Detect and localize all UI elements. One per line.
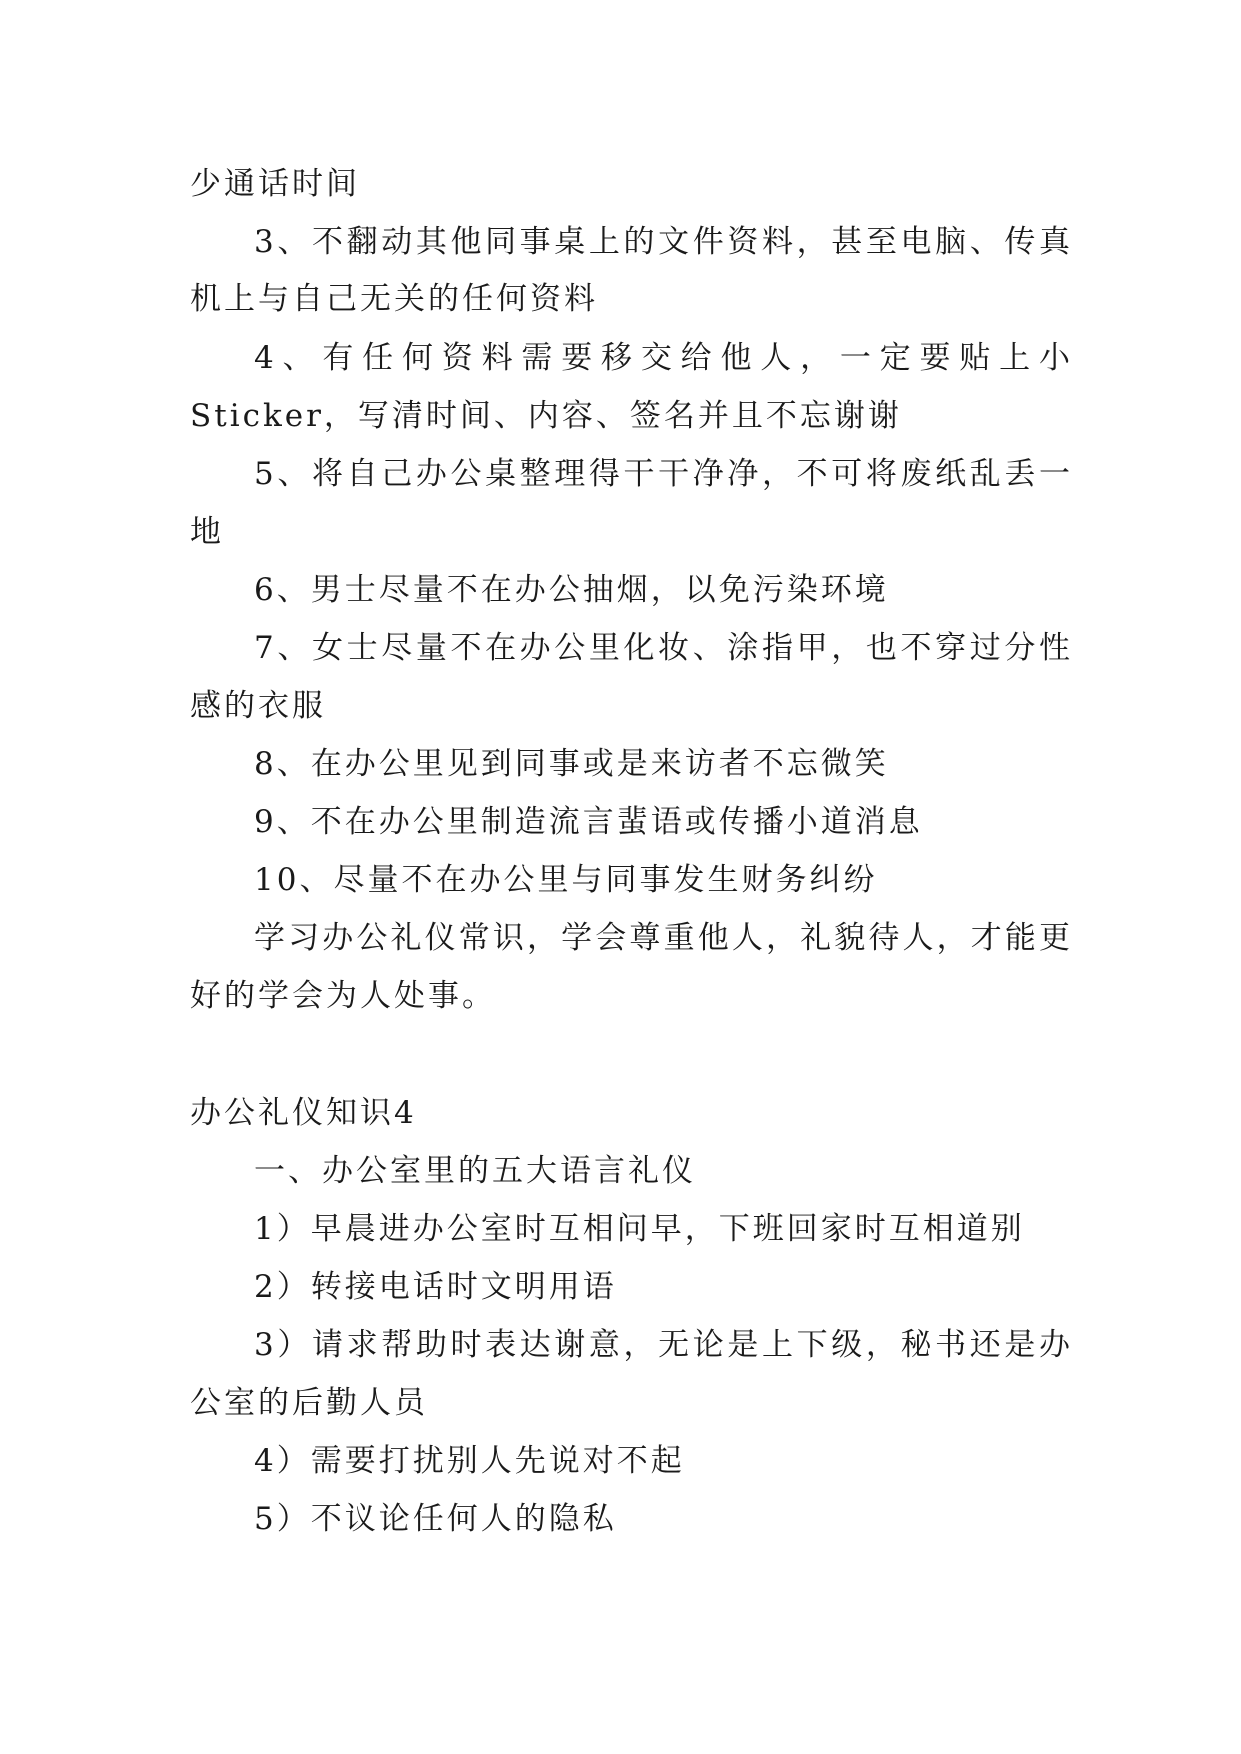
etiquette-item-3-line-1: 3）请求帮助时表达谢意，无论是上下级，秘书还是办: [254, 1327, 1070, 1363]
etiquette-item-4: 4）需要打扰别人先说对不起: [254, 1443, 685, 1479]
summary-line-1: 学习办公礼仪常识，学会尊重他人，礼貌待人，才能更: [254, 920, 1070, 956]
list-item-4-line-1: 4、有任何资料需要移交给他人，一定要贴上小: [254, 340, 1070, 376]
etiquette-item-1: 1）早晨进办公室时互相问早，下班回家时互相道别: [254, 1211, 1025, 1247]
etiquette-item-5: 5）不议论任何人的隐私: [254, 1501, 617, 1537]
list-item-7-line-1: 7、女士尽量不在办公里化妆、涂指甲，也不穿过分性: [254, 630, 1070, 666]
paragraph-line: 少通话时间: [190, 166, 360, 202]
etiquette-item-2: 2）转接电话时文明用语: [254, 1269, 617, 1305]
list-item-9: 9、不在办公里制造流言蜚语或传播小道消息: [254, 804, 923, 840]
list-item-10: 10、尽量不在办公里与同事发生财务纠纷: [254, 862, 878, 898]
list-item-3-line-1: 3、不翻动其他同事桌上的文件资料，甚至电脑、传真: [254, 224, 1070, 260]
list-item-5-line-2: 地: [190, 514, 224, 550]
list-item-6: 6、男士尽量不在办公抽烟，以免污染环境: [254, 572, 889, 608]
list-item-3-line-2: 机上与自己无关的任何资料: [190, 281, 598, 317]
etiquette-item-3-line-2: 公室的后勤人员: [190, 1385, 428, 1421]
section-heading: 办公礼仪知识4: [190, 1095, 417, 1131]
subsection-heading: 一、办公室里的五大语言礼仪: [254, 1153, 696, 1189]
summary-line-2: 好的学会为人处事。: [190, 978, 496, 1014]
list-item-7-line-2: 感的衣服: [190, 688, 326, 724]
list-item-4-line-2: Sticker，写清时间、内容、签名并且不忘谢谢: [190, 398, 902, 434]
list-item-8: 8、在办公里见到同事或是来访者不忘微笑: [254, 746, 889, 782]
list-item-5-line-1: 5、将自己办公桌整理得干干净净，不可将废纸乱丢一: [254, 456, 1070, 492]
